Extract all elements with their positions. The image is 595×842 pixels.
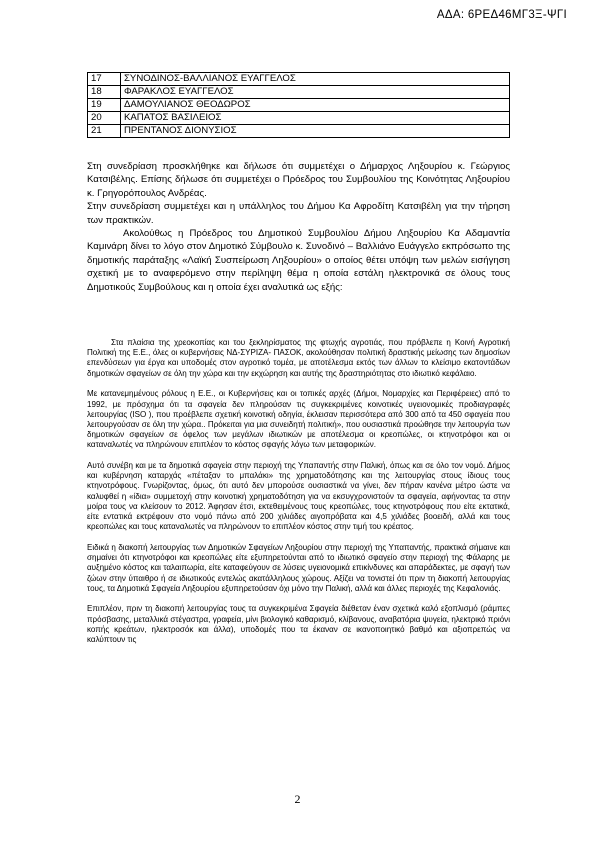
member-name: ΔΑΜΟΥΛΙΑΝΟΣ ΘΕΟΔΩΡΟΣ [121, 99, 510, 112]
intro-paragraph-proposal: Ακολούθως η Πρόεδρος του Δημοτικού Συμβουλίου Δήμου Ληξουρίου Κα Αδαμαντία Καμινάρη δίνει το λόγο στον Δημοτικό Σύμβουλο κ. Συνοδινό – Βαλλιάνο Ευάγγελο εκπρόσωπο της δημοτικής παράταξης «Λαϊκή Συσπείρωση Ληξουρίου» ο οποίος θέτει υπόψη των μελών εισήγηση σχετική με το αναφερόμενο στην περίληψη θέμα η οποία εστάλη ηλεκτρονικά σε όλους τους Δημοτικούς Συμβούλους και η οποία έχει αναλυτικά ως εξής: [87, 228, 510, 293]
proposal-paragraph: Αυτό συνέβη και με τα δημοτικά σφαγεία στην περιοχή της Υπαπαντής στην Παλική, όπως και σε όλο τον νομό. Δήμος και κυβέρνηση καταρχάς «πέταξαν το μπαλάκι» της χρηματοδότησης και της λειτουργίας στους ίδιους τους κτηνοτρόφους. Γνωρίζοντας, όμως, ότι αυτό δεν μπορούσε ουσιαστικά να γίνει, δεν πήραν κανένα μέτρο ώστε να καλυφθεί η «ίδια» συμμετοχή στην κοινοτική χρηματοδότηση για να εκσυγχρονιστούν τα σφαγεία, αφήνοντας τα στην μοίρα τους να κλείσουν το 2012. Άφησαν έτσι, εκτεθειμένους τους κρεοπώλες, τους κτηνοτρόφους που είτε εκτατικά, είτε εντατικά εκτρέφουν στο νομό πάνω από 200 χιλιάδες αιγοπρόβατα και 4,5 χιλιάδες βοοειδή, αλλά και τους κρεοπώλες και τους καταναλωτές να πληρώνουν το επιπλέον κόστος στην τιμή του κρέατος. [87, 461, 510, 532]
proposal-paragraph: Επιπλέον, πριν τη διακοπή λειτουργίας τους τα συγκεκριμένα Σφαγεία διέθεταν έναν σχετικά καλό εξοπλισμό (ράμπες πρόσβασης, μεταλλικά στέγαστρα, γραφεία, μίνι βιολογικό καθαρισμό, κλίβανους, αναβατόρια ψυγεία, ηλεκτρικό πριόνι κοπής κρεάτων, ηλεκτροσόκ και άλλα), υποδομές που τα έκαναν σε ικανοποιητικό βαθμό και αξιοπρεπώς να καλύπτουν τις [87, 604, 510, 645]
proposal-paragraph: Στα πλαίσια της χρεοκοπίας και του ξεκληρίσματος της φτωχής αγροτιάς, που πρόβλεπε η Κοινή Αγροτική Πολιτική της Ε.Ε., όλες οι κυβερνήσεις ΝΔ-ΣΥΡΙΖΑ- ΠΑΣΟΚ, ακολούθησαν πολιτική δραστικής μείωσης των δημοσίων επενδύσεων για έργα και υποδομές στον αγροτικό τομέα, με αποτέλεσμα εκτός των άλλων το κλείσιμο εκατοντάδων δημοτικών σφαγείων σε όλη την χώρα και την εκχώρηση και αυτής της δραστηριότητας στο ιδιωτικό κεφάλαιο. [87, 338, 510, 378]
intro-section [87, 160, 510, 294]
table-row [88, 99, 510, 112]
proposal-text [87, 338, 510, 656]
table-row [88, 73, 510, 86]
member-number: 17 [88, 73, 121, 86]
ada-code: ΑΔΑ: 6ΡΕΔ46ΜΓ3Ξ-ΨΓΙ [436, 9, 567, 21]
proposal-paragraph: Ειδικά η διακοπή λειτουργίας των Δημοτικών Σφαγείων Ληξουρίου στην περιοχή της Υπαπαντής, πρακτικά σήμαινε και σημαίνει ότι κτηνοτρόφοι και κρεοπώλες είτε εξυπηρετούνται από το ιδιωτικό σφαγείο στην περιοχή της Φάλαρης με αυξημένο κόστος και ταλαιπωρία, είτε καταφεύγουν σε λύσεις υγειονομικά επικίνδυνες και απαράδεκτες, με σφαγή των ζώων στην ύπαιθρο ή σε ιδιωτικούς εντελώς ακατάλληλους χώρους. Αξίζει να τονιστεί ότι πριν τη διακοπή λειτουργίας τους, τα Δημοτικά Σφαγεία Ληξουρίου εξυπηρετούσαν όχι μόνο την Παλική, αλλά και άλλες περιοχές της Κεφαλονιάς. [87, 542, 510, 593]
member-number: 20 [88, 112, 121, 125]
member-name: ΠΡΕΝΤΑΝΟΣ ΔΙΟΝΥΣΙΟΣ [121, 125, 510, 138]
member-name: ΣΥΝΟΔΙΝΟΣ-ΒΑΛΛΙΑΝΟΣ ΕΥΑΓΓΕΛΟΣ [121, 73, 510, 86]
table-row [88, 112, 510, 125]
intro-paragraph-clerk: Στην συνεδρίαση συμμετέχει και η υπάλληλος του Δήμου Κα Αφροδίτη Κατσιβέλη για την τήρηση των πρακτικών. [87, 201, 510, 226]
member-number: 21 [88, 125, 121, 138]
member-number: 19 [88, 99, 121, 112]
table-row [88, 125, 510, 138]
member-name: ΦΑΡΑΚΛΟΣ ΕΥΑΓΓΕΛΟΣ [121, 86, 510, 99]
member-name: ΚΑΠΑΤΟΣ ΒΑΣΙΛΕΙΟΣ [121, 112, 510, 125]
intro-paragraph-attendance: Στη συνεδρίαση προσκλήθηκε και δήλωσε ότι συμμετέχει ο Δήμαρχος Ληξουρίου κ. Γεώργιος Κατσιβέλης. Επίσης δήλωσε ότι συμμετέχει ο Πρόεδρος του Συμβουλίου της Κοινότητας Ληξουρίου κ. Γρηγορόπουλος Ανδρέας. [87, 161, 510, 199]
table-row [88, 86, 510, 99]
members-table [87, 72, 510, 138]
page-number: 2 [294, 792, 301, 806]
proposal-paragraph: Με κατανεμημένους ρόλους η Ε.Ε., οι Κυβερνήσεις και οι τοπικές αρχές (Δήμοι, Νομαρχίες και Περιφέρειες) από το 1992, με πρόσχημα ότι τα σφαγεία δεν πληρούσαν τις συγκεκριμένες κοινοτικές υγειονομικές προδιαγραφές λειτουργίας (ISO ), που προέβλεπε σχετική κοινοτική οδηγία, έκλεισαν περισσότερα από 300 από τα 450 σφαγεία που λειτουργούσαν σε όλη την χώρα.. Πρόκειται για μια συνειδητή πολιτική», που ουσιαστικά προώθησε την λειτουργία των δημοτικών σφαγείων σε όφελος των μεγάλων ιδιωτικών με αποτέλεσμα οι κρεοπώλες, οι κτηνοτρόφοι και οι καταναλωτές να πληρώνουν επιπλέον το κόστος σφαγής λόγω των μεταφορικών. [87, 389, 510, 450]
member-number: 18 [88, 86, 121, 99]
